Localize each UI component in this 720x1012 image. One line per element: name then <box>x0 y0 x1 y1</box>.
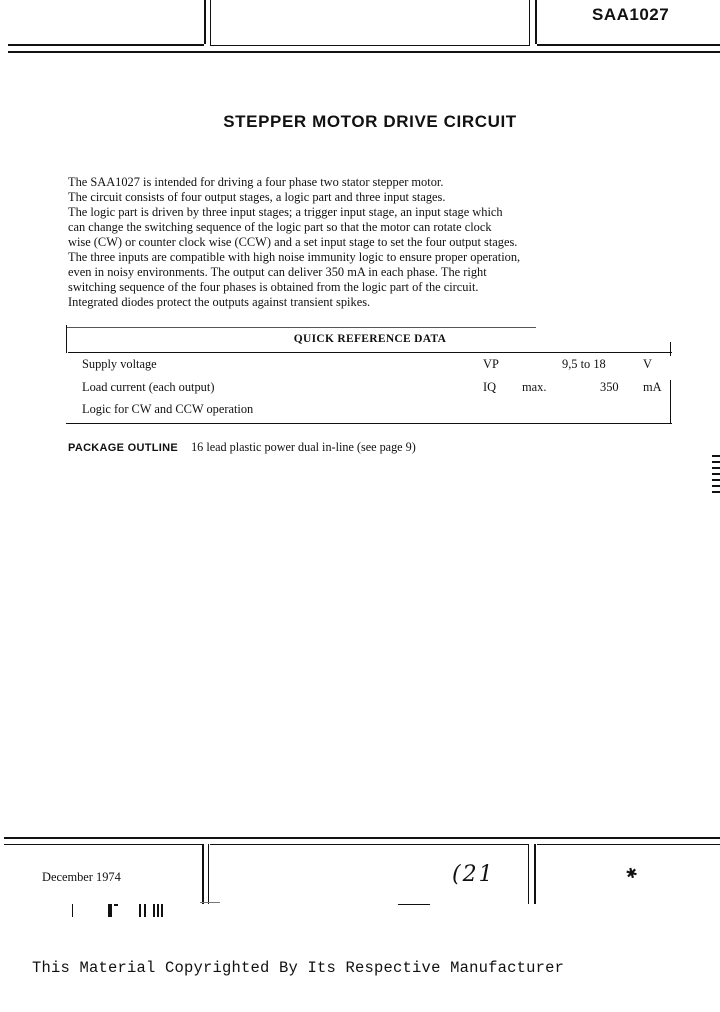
page-title: STEPPER MOTOR DRIVE CIRCUIT <box>223 112 517 131</box>
parameter-label: Load current (each output) <box>82 380 215 394</box>
symbol-cell: VP <box>483 357 499 371</box>
qualifier-cell: max. <box>522 380 547 394</box>
parameter-label: Supply voltage <box>82 357 157 371</box>
description <box>68 175 680 310</box>
value-cell: 350 <box>600 380 619 394</box>
part-number: SAA1027 <box>592 5 670 24</box>
publication-date: December 1974 <box>42 870 121 884</box>
unit-cell: V <box>643 357 652 371</box>
description-line: The SAA1027 is intended for driving a four phase two stator stepper motor. <box>68 175 444 189</box>
copyright-notice: This Material Copyrighted By Its Respective Manufacturer <box>32 959 565 977</box>
asterisk-mark-icon: ✱ <box>624 864 640 884</box>
parameter-label: Logic for CW and CCW operation <box>82 402 254 416</box>
symbol-cell: IQ <box>483 380 497 394</box>
page-number: (21 <box>452 862 495 887</box>
description-line: wise (CW) or counter clock wise (CCW) and a set input stage to set the four output stages. <box>68 235 518 249</box>
package-outline-text: 16 lead plastic power dual in-line (see page 9) <box>191 440 416 454</box>
package-outline-label: PACKAGE OUTLINE <box>68 442 179 454</box>
table-row <box>82 357 157 372</box>
table-row <box>82 380 214 395</box>
value-cell: 9,5 to 18 <box>562 357 606 371</box>
quick-reference-heading: QUICK REFERENCE DATA <box>293 333 447 345</box>
description-line: The logic part is driven by three input stages; a trigger input stage, an input stage which <box>68 205 503 219</box>
description-line: The three inputs are compatible with high noise immunity logic to ensure proper operation, <box>68 250 521 264</box>
description-line: The circuit consists of four output stages, a logic part and three input stages. <box>68 190 446 204</box>
description-line: even in noisy environments. The output can deliver 350 mA in each phase. The right <box>68 265 487 279</box>
description-line: switching sequence of the four phases is obtained from the logic part of the circuit. <box>68 280 479 294</box>
description-line: Integrated diodes protect the outputs against transient spikes. <box>68 295 371 309</box>
description-line: can change the switching sequence of the logic part so that the motor can rotate clock <box>68 220 492 234</box>
unit-cell: mA <box>643 380 662 394</box>
table-row <box>82 402 253 417</box>
package-outline <box>68 440 416 455</box>
